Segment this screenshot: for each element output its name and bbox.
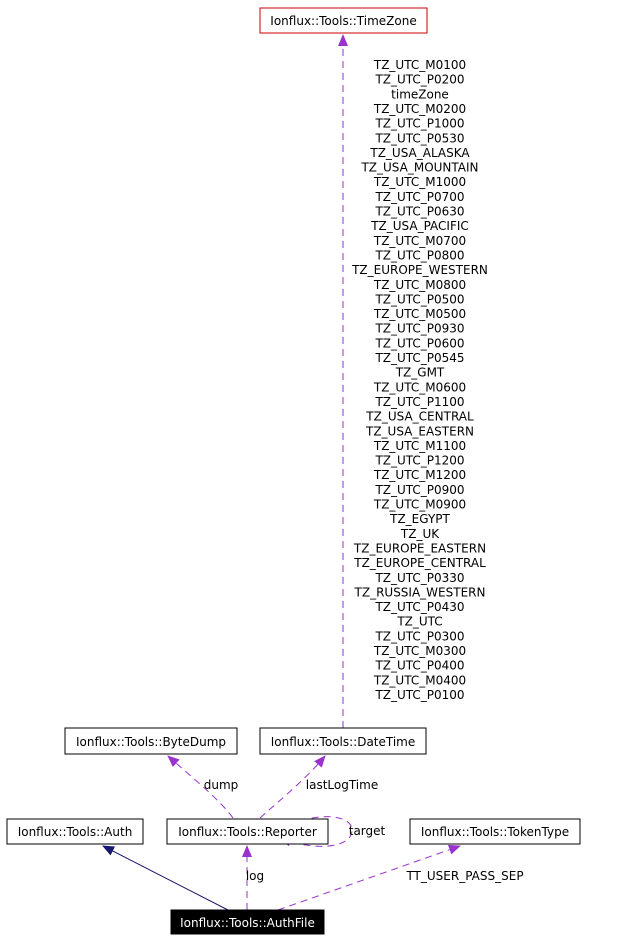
- timezone-label: TZ_EUROPE_EASTERN: [353, 541, 487, 556]
- node-timezone[interactable]: [260, 8, 427, 33]
- timezone-label: TZ_UTC_M0100: [373, 58, 467, 72]
- edge-authfile-auth: [103, 846, 228, 910]
- node-auth[interactable]: [7, 819, 143, 844]
- timezone-label: TZ_RUSSIA_WESTERN: [354, 585, 486, 600]
- timezone-label: TZ_UTC_M0600: [373, 380, 467, 395]
- timezone-label: TZ_UTC_M0700: [373, 233, 467, 248]
- timezone-label: TZ_UTC_M1000: [373, 175, 467, 190]
- timezone-label-list: [351, 58, 488, 702]
- timezone-label: TZ_UTC_P0300: [375, 629, 465, 644]
- node-reporter-label: Ionflux::Tools::Reporter: [178, 825, 317, 839]
- timezone-label: TZ_EUROPE_WESTERN: [352, 263, 488, 278]
- node-tokentype-label: Ionflux::Tools::TokenType: [420, 825, 570, 839]
- timezone-label: TZ_USA_CENTRAL: [366, 409, 474, 424]
- node-authfile-label: Ionflux::Tools::AuthFile: [180, 916, 315, 930]
- timezone-label: TZ_USA_ALASKA: [370, 145, 470, 160]
- timezone-label: timeZone: [391, 87, 449, 102]
- node-bytedump[interactable]: [65, 728, 237, 754]
- timezone-label: TZ_UTC_P0900: [375, 482, 465, 497]
- timezone-label: TZ_USA_MOUNTAIN: [361, 160, 479, 175]
- timezone-label: TZ_USA_EASTERN: [365, 424, 475, 439]
- node-reporter[interactable]: [167, 819, 328, 844]
- timezone-label: TZ_UTC_P0700: [375, 189, 465, 204]
- timezone-label: TZ_UK: [400, 526, 440, 541]
- node-datetime[interactable]: [260, 728, 426, 754]
- edge-label-lastlogtime: lastLogTime: [305, 778, 379, 792]
- node-datetime-label: Ionflux::Tools::DateTime: [270, 735, 416, 749]
- edge-label-dump: dump: [203, 778, 239, 792]
- node-auth-label: Ionflux::Tools::Auth: [17, 825, 133, 839]
- timezone-label: TZ_UTC_P1000: [375, 116, 465, 131]
- timezone-label: TZ_UTC_P0930: [375, 321, 465, 336]
- timezone-label: TZ_UTC_P0800: [375, 248, 465, 263]
- timezone-label: TZ_UTC_M0400: [373, 673, 467, 688]
- node-tokentype[interactable]: [410, 819, 580, 844]
- timezone-label: TZ_UTC_M1100: [373, 438, 467, 453]
- timezone-label: TZ_EUROPE_CENTRAL: [354, 556, 486, 571]
- nodes: [7, 8, 580, 934]
- edge-label-tt-user-pass-sep: TT_USER_PASS_SEP: [406, 869, 524, 883]
- timezone-label: TZ_UTC_P0500: [375, 292, 465, 307]
- timezone-label: TZ_UTC_P0200: [375, 72, 465, 87]
- timezone-label: TZ_UTC_P0330: [375, 570, 465, 585]
- node-bytedump-label: Ionflux::Tools::ByteDump: [75, 735, 227, 749]
- timezone-label: TZ_UTC_M0300: [373, 644, 467, 658]
- timezone-label: TZ_UTC_P0100: [375, 688, 465, 702]
- timezone-label: TZ_UTC_M0900: [373, 497, 467, 512]
- timezone-label: TZ_UTC_P0430: [375, 600, 465, 615]
- edge-label-target: target: [348, 824, 386, 838]
- timezone-label: TZ_UTC_M0800: [373, 277, 467, 292]
- timezone-label: TZ_UTC_P0400: [375, 658, 465, 673]
- timezone-label: TZ_EGYPT: [390, 512, 450, 527]
- node-timezone-label: Ionflux::Tools::TimeZone: [270, 14, 417, 28]
- timezone-label: TZ_UTC_M1200: [373, 468, 467, 483]
- timezone-label: TZ_UTC_P1100: [375, 394, 465, 409]
- timezone-label: TZ_UTC_M0200: [373, 102, 467, 116]
- node-authfile[interactable]: [171, 910, 324, 934]
- timezone-label: TZ_UTC_P0600: [375, 336, 465, 351]
- timezone-label: TZ_UTC: [397, 614, 443, 629]
- timezone-label: TZ_GMT: [395, 365, 445, 380]
- edge-label-log: log: [245, 869, 265, 883]
- timezone-label: TZ_UTC_P0530: [375, 131, 465, 146]
- timezone-label: TZ_UTC_P1200: [375, 453, 465, 468]
- timezone-label: TZ_UTC_M0500: [373, 307, 467, 322]
- timezone-label: TZ_USA_PACIFIC: [371, 219, 469, 234]
- timezone-label: TZ_UTC_P0630: [375, 204, 465, 219]
- timezone-label: TZ_UTC_P0545: [375, 351, 465, 365]
